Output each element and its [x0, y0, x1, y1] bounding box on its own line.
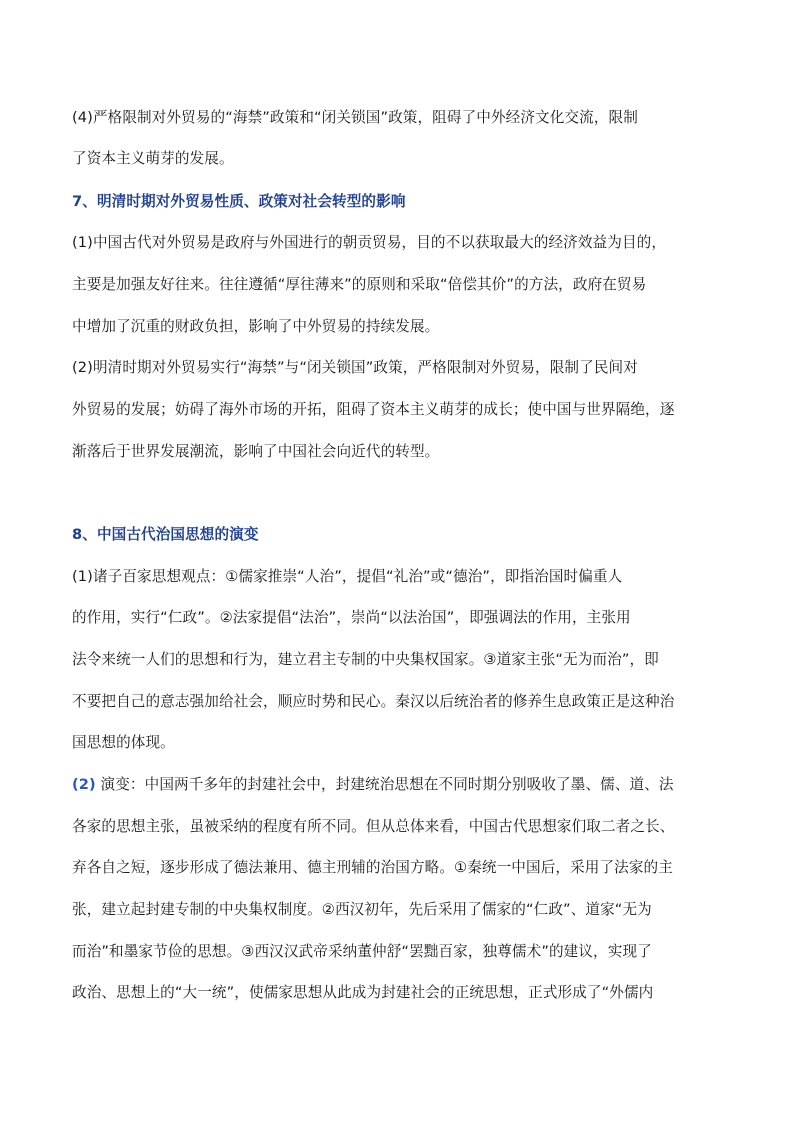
paragraph-line: (2)明清时期对外贸易实行“海禁”与“闭关锁国”政策，严格限制对外贸易，限制了民间对	[72, 359, 638, 376]
paragraph-text: 演变：中国两千多年的封建社会中，封建统治思想在不同时期分别吸收了墨、儒、道、法	[100, 776, 674, 793]
paragraph-line: (1)中国古代对外贸易是政府与外国进行的朝贡贸易，目的不以获取最大的经济效益为目的，	[72, 234, 667, 251]
section-heading-8: 8、中国古代治国思想的演变	[72, 526, 259, 543]
paragraph-line: 法令来统一人们的思想和行为，建立君主专制的中央集权国家。③道家主张“无为而治”，即	[72, 651, 659, 668]
paragraph-line: 渐落后于世界发展潮流，影响了中国社会向近代的转型。	[72, 443, 440, 460]
section-heading-7: 7、明清时期对外贸易性质、政策对社会转型的影响	[72, 193, 406, 210]
paragraph-line: 中增加了沉重的财政负担，影响了中外贸易的持续发展。	[72, 318, 440, 335]
paragraph-line: 外贸易的发展；妨碍了海外市场的开拓，阻碍了资本主义萌芽的成长；使中国与世界隔绝，逐	[72, 401, 675, 418]
paragraph-line: 不要把自己的意志强加给社会，顺应时势和民心。秦汉以后统治者的修养生息政策正是这种治	[72, 693, 675, 710]
paragraph-line: (1)诸子百家思想观点：①儒家推崇“人治”，提倡“礼治”或“德治”，即指治国时偏重人	[72, 568, 623, 585]
paragraph-line: 弃各自之短，逐步形成了德法兼用、德主刑辅的治国方略。①秦统一中国后，采用了法家的主	[72, 859, 673, 876]
paragraph-line: 的作用，实行“仁政”。②法家提倡“法治”，崇尚“以法治国”，即强调法的作用，主张用	[72, 609, 631, 626]
paragraph-line: 主要是加强友好往来。往往遵循“厚往薄来”的原则和采取“倍偿其价”的方法，政府在贸易	[72, 276, 647, 293]
paragraph-line: 张，建立起封建专制的中央集权制度。②西汉初年，先后采用了儒家的“仁政”、道家“无为	[72, 901, 652, 918]
list-marker: (2)	[72, 776, 96, 793]
paragraph-line: 而治”和墨家节俭的思想。③西汉汉武帝采纳董仲舒“罢黜百家，独尊儒术”的建议，实现了	[72, 943, 652, 960]
paragraph-line: (4)严格限制对外贸易的“海禁”政策和“闭关锁国”政策，阻碍了中外经济文化交流，限制	[72, 109, 638, 126]
paragraph-line	[72, 775, 732, 795]
paragraph-line: 了资本主义萌芽的发展。	[72, 150, 234, 167]
paragraph-line: 国思想的体现。	[72, 734, 175, 751]
paragraph-line: 政治、思想上的“大一统”，使儒家思想从此成为封建社会的正统思想，正式形成了“外儒内	[72, 984, 654, 1001]
paragraph-line: 各家的思想主张，虽被采纳的程度有所不同。但从总体来看，中国古代思想家们取二者之长、	[72, 818, 675, 835]
